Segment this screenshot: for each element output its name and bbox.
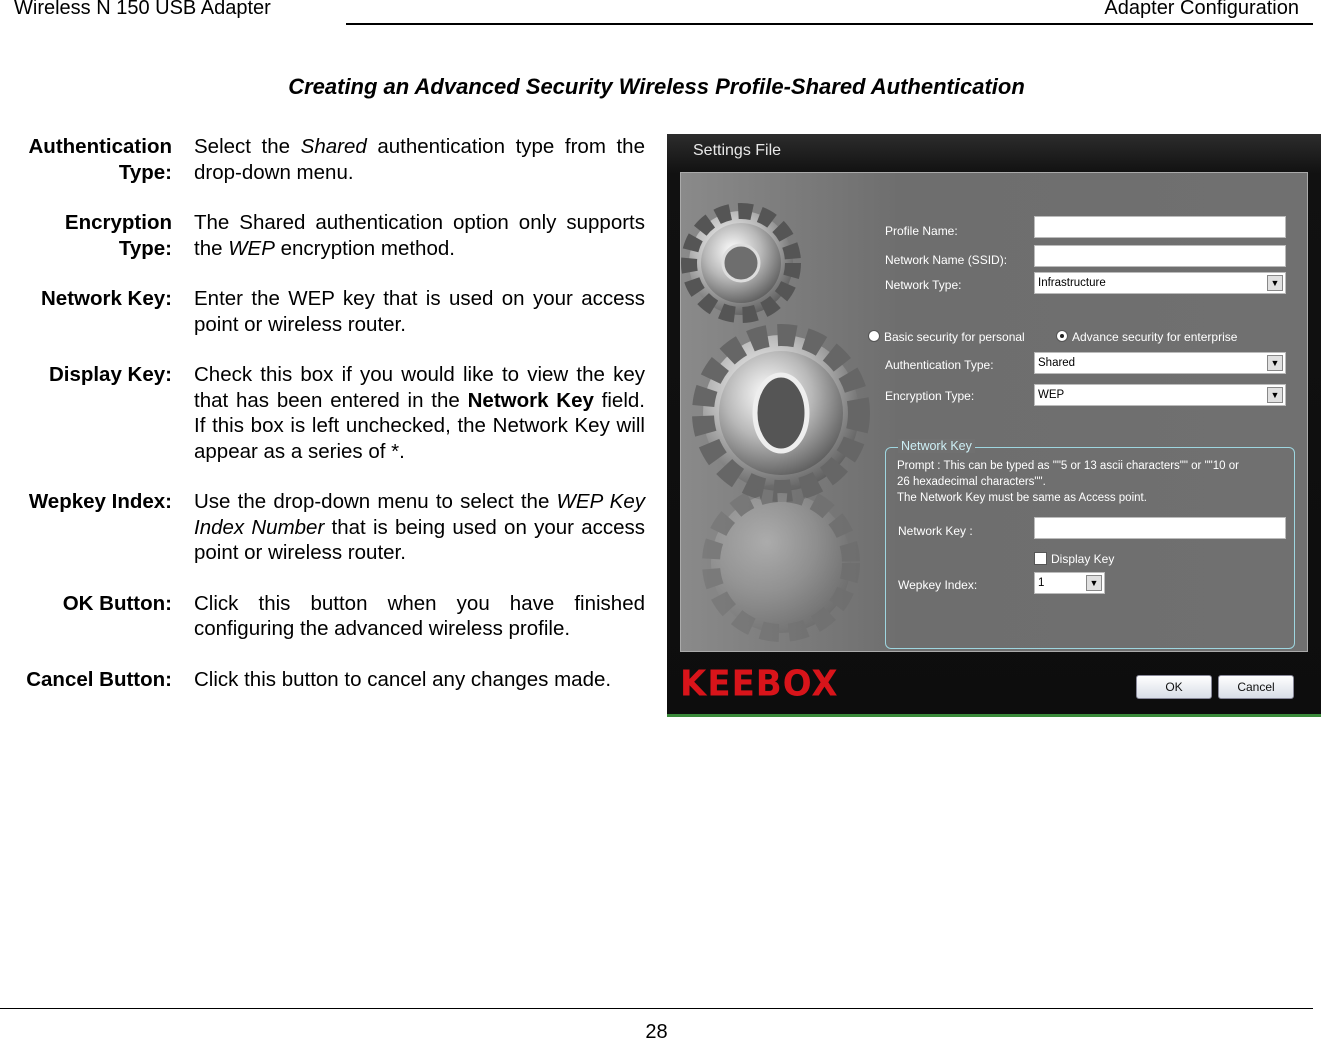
radio-basic-label: Basic security for personal <box>884 330 1025 344</box>
definition-description <box>194 286 645 337</box>
enc-type-value: WEP <box>1038 389 1065 401</box>
radio-advanced-security[interactable] <box>1056 330 1237 344</box>
window-title: Settings File <box>693 142 782 159</box>
ok-button[interactable]: OK <box>1136 675 1212 699</box>
definition-description <box>194 362 645 464</box>
definition-term: Network Key: <box>40 287 172 310</box>
definition-description <box>194 134 645 185</box>
definition-row <box>8 134 648 185</box>
wepkey-index-value: 1 <box>1038 577 1045 589</box>
header-section-name: Adapter Configuration <box>1104 0 1299 19</box>
definition-term: Wepkey Index: <box>28 490 172 513</box>
keebox-logo: KEEBOX <box>680 663 839 705</box>
network-key-input[interactable] <box>1034 517 1286 539</box>
description-segment: encryption method. <box>274 236 455 260</box>
profile-name-label: Profile Name: <box>885 224 958 238</box>
description-segment: Use the drop-down menu to select the <box>194 490 557 513</box>
wepkey-index-select[interactable] <box>1034 572 1105 594</box>
radio-advanced-icon[interactable] <box>1056 330 1068 342</box>
auth-type-label: Authentication Type: <box>885 358 994 372</box>
definition-term: Cancel Button: <box>26 667 172 691</box>
auth-type-select[interactable] <box>1034 352 1286 374</box>
auth-type-value: Shared <box>1038 357 1076 369</box>
page-number: 28 <box>645 1021 668 1043</box>
display-key-label: Display Key <box>1051 552 1115 566</box>
network-key-legend: Network Key <box>898 439 975 453</box>
description-segment: Click this button to cancel any changes made. <box>194 667 612 691</box>
definition-description <box>194 489 645 566</box>
definition-list <box>8 134 648 717</box>
network-key-group <box>885 439 1295 649</box>
settings-panel <box>680 172 1308 652</box>
cancel-button[interactable]: Cancel <box>1218 675 1294 699</box>
definition-row <box>8 286 648 337</box>
prompt-line-1: Prompt : This can be typed as ""5 or 13 ascii characters"" or ""10 or <box>897 460 1239 472</box>
description-segment: The Shared authentication option only supports the <box>194 211 645 260</box>
ssid-input[interactable] <box>1034 245 1286 267</box>
radio-basic-security[interactable] <box>868 330 1025 344</box>
chevron-down-icon[interactable]: ▼ <box>1267 387 1283 403</box>
chevron-down-icon[interactable]: ▼ <box>1267 355 1283 371</box>
page-title: Creating an Advanced Security Wireless Profile-Shared Authentication <box>288 74 1025 99</box>
radio-basic-icon[interactable] <box>868 330 880 342</box>
description-segment: Enter the WEP key that is used on your access point or wireless router. <box>194 287 645 336</box>
description-segment: Click this button when you have finished configuring the advanced wireless profile. <box>194 591 645 640</box>
description-segment: that is being used on your access point or wireless router. <box>194 515 645 564</box>
definition-term: OK Button: <box>62 591 172 615</box>
definition-row <box>8 210 648 261</box>
definition-description <box>194 591 645 642</box>
description-segment: WEP <box>228 236 275 260</box>
gears-illustration-icon <box>681 193 881 643</box>
profile-name-input[interactable] <box>1034 216 1286 238</box>
definition-term: Display Key: <box>48 363 172 386</box>
description-segment: authentication type from the drop-down menu. <box>194 135 645 184</box>
definition-description <box>194 667 645 693</box>
radio-advanced-label: Advance security for enterprise <box>1072 330 1238 344</box>
network-key-label: Network Key : <box>898 524 973 538</box>
description-segment: WEP Key Index Number <box>194 490 645 539</box>
prompt-line-3: The Network Key must be same as Access point. <box>897 492 1147 504</box>
enc-type-label: Encryption Type: <box>885 389 975 403</box>
enc-type-select[interactable] <box>1034 384 1286 406</box>
definition-row <box>8 489 648 566</box>
definition-row <box>8 591 648 642</box>
definition-description <box>194 210 645 261</box>
checkbox-icon[interactable] <box>1034 552 1047 565</box>
header-product-name: Wireless N 150 USB Adapter <box>14 0 271 19</box>
wepkey-index-label: Wepkey Index: <box>898 578 978 592</box>
description-segment: Check this box if you would like to view the key that has been entered in the <box>194 363 645 412</box>
chevron-down-icon[interactable]: ▼ <box>1267 275 1283 291</box>
chevron-down-icon[interactable]: ▼ <box>1086 575 1102 591</box>
network-type-label: Network Type: <box>885 278 962 292</box>
definition-row <box>8 362 648 464</box>
display-key-checkbox[interactable] <box>1034 552 1114 566</box>
network-type-select[interactable] <box>1034 272 1286 294</box>
description-segment: field. If this box is left unchecked, the Network Key will appear as a series of *. <box>194 388 645 463</box>
definition-term: Authentication Type: <box>28 135 172 184</box>
header-rule <box>346 23 1313 25</box>
prompt-line-2: 26 hexadecimal characters"". <box>897 476 1046 488</box>
description-segment: Shared <box>300 135 367 158</box>
footer-rule <box>0 1008 1313 1009</box>
settings-file-window <box>667 134 1321 717</box>
definition-term: Encryption Type: <box>64 211 172 260</box>
ssid-label: Network Name (SSID): <box>885 253 1008 267</box>
description-segment: Select the <box>194 135 301 158</box>
network-type-value: Infrastructure <box>1038 277 1106 289</box>
definition-row <box>8 667 648 693</box>
description-segment: Network Key <box>467 388 594 412</box>
